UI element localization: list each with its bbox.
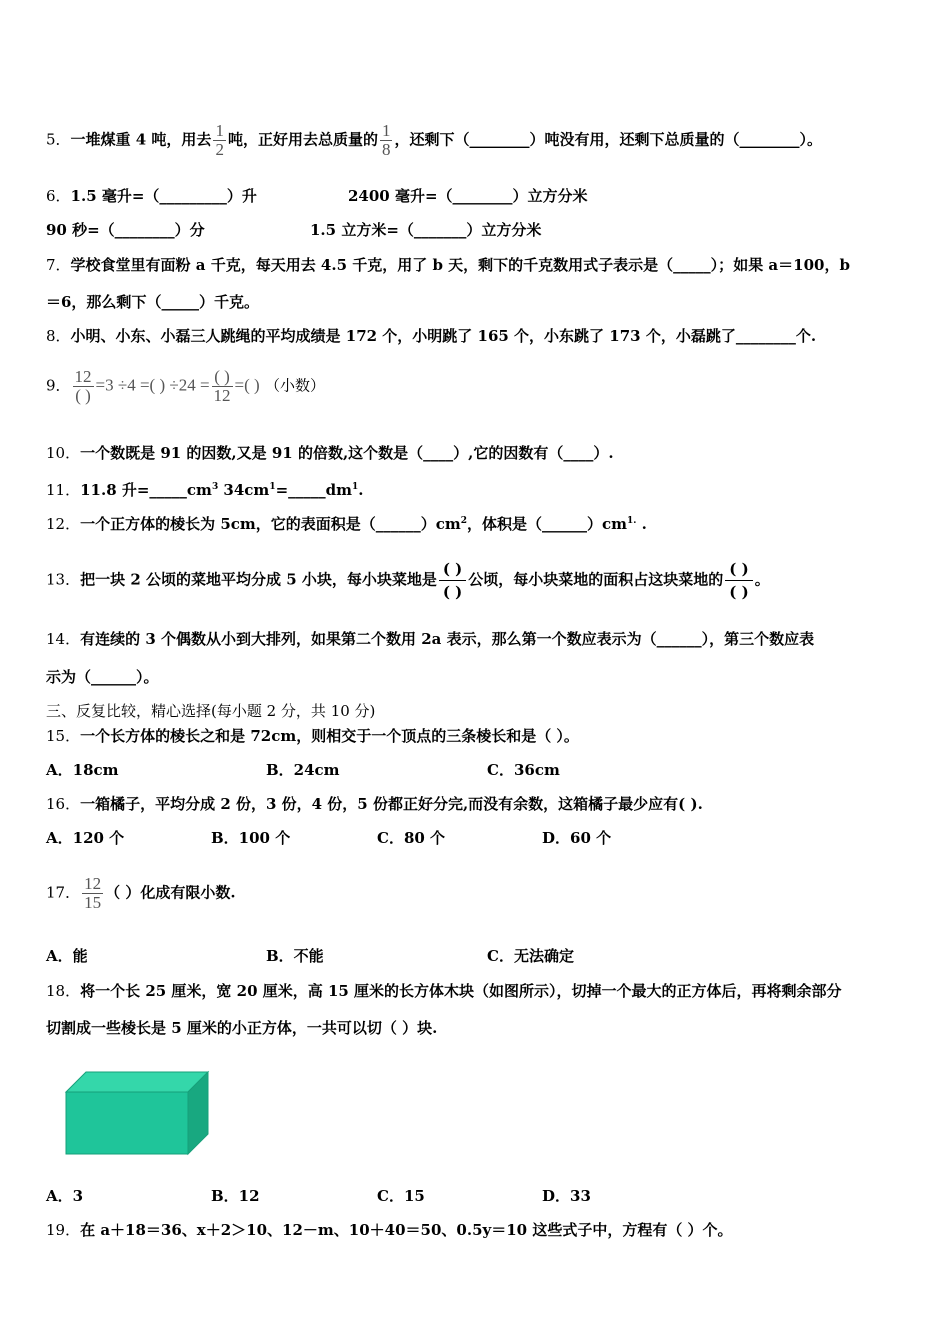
option-a[interactable]: A．120 个 (46, 829, 125, 847)
question-10 (46, 443, 910, 463)
blank-1-5ml: 1.5 毫升=（_________）升 (70, 187, 257, 205)
question-text: （ ）化成有限小数. (105, 883, 236, 902)
question-text: 有连续的 3 个偶数从小到大排列，如果第二个数用 2a 表示，那么第一个数应表示为（______），第三个数应表 (80, 630, 815, 648)
superscript: 2 (460, 516, 468, 526)
cuboid-front-face (66, 1092, 188, 1154)
question-text: 11.8 升=_____cm (80, 481, 212, 499)
question-text: 一堆煤重 4 吨，用去 (70, 130, 212, 149)
option-b[interactable]: B．24cm (266, 761, 340, 779)
denominator: 15 (84, 893, 102, 912)
question-text: 吨，正好用去总质量的 (227, 130, 378, 149)
fraction-one-half (213, 122, 226, 159)
blank-90s: 90 秒=（________）分 (46, 221, 205, 239)
question-13 (46, 558, 910, 603)
superscript: 1 (352, 482, 359, 492)
superscript: 3 (211, 482, 219, 492)
question-number: 8． (46, 327, 71, 345)
question-number: 17． (46, 883, 81, 902)
question-6 (46, 186, 910, 206)
question-text: 公顷，每小块菜地的面积占这块菜地的 (468, 570, 724, 589)
question-16 (46, 794, 910, 814)
question-text: 在 a＋18＝36、x＋2＞10、12－m、10＋40＝50、0.5y＝10 这些式子中，方程有（ ）个。 (80, 1221, 733, 1239)
numerator: 1 (381, 121, 391, 140)
question-text: ，体积是（______）cm (467, 515, 628, 533)
question-text: 示为（______）。 (46, 668, 159, 686)
denominator: ( ) (73, 386, 94, 405)
fraction-one-eighth (380, 122, 393, 159)
question-19 (46, 1220, 910, 1240)
question-18 (46, 981, 910, 1001)
question-text: 34cm (218, 481, 270, 499)
option-d[interactable]: D．33 (542, 1187, 591, 1205)
question-text: ＝6，那么剩下（_____）千克。 (46, 293, 259, 311)
question-text: 一箱橘子，平均分成 2 份，3 份，4 份，5 份都正好分完,而没有余数，这箱橘子最少应有( ). (80, 795, 703, 813)
denominator: 8 (381, 140, 391, 159)
denominator: ( ) (725, 580, 752, 603)
question-12 (46, 511, 910, 534)
question-18-row-2 (46, 1018, 910, 1038)
blank-2400ml: 2400 毫升=（________）立方分米 (348, 187, 588, 205)
denominator: 12 (213, 386, 231, 405)
question-text: . (358, 481, 364, 499)
numerator: ( ) (729, 560, 749, 578)
question-9 (46, 368, 910, 405)
option-a[interactable]: A．18cm (46, 761, 119, 779)
question-number: 16． (46, 795, 81, 813)
option-b[interactable]: B．100 个 (211, 829, 291, 847)
question-text: 将一个长 25 厘米，宽 20 厘米，高 15 厘米的长方体木块（如图所示），切掉一个最大的正方体后，再将剩余部分 (80, 982, 842, 1000)
option-b[interactable]: B．不能 (266, 947, 324, 965)
question-number: 5． (46, 130, 71, 149)
question-6-row-2 (46, 220, 910, 240)
option-c[interactable]: C．15 (377, 1187, 425, 1205)
question-number: 14． (46, 630, 81, 648)
fraction-12-over-blank (73, 368, 94, 405)
hint-text: （小数） (264, 376, 325, 395)
question-14-row-2 (46, 667, 910, 687)
denominator: ( ) (439, 580, 466, 603)
option-d[interactable]: D．60 个 (542, 829, 612, 847)
superscript: 1. (627, 516, 637, 526)
fraction-blank (439, 558, 466, 603)
question-text: 一个长方体的棱长之和是 72cm，则相交于一个顶点的三条棱长和是（ ）。 (80, 727, 579, 745)
question-8 (46, 326, 910, 346)
superscript: 1 (269, 482, 276, 492)
cuboid-figure (64, 1070, 212, 1158)
cuboid-top-face (66, 1072, 208, 1092)
question-number: 7． (46, 256, 71, 274)
question-text: 小明、小东、小磊三人跳绳的平均成绩是 172 个，小明跳了 165 个，小东跳了 173 个，小磊跳了________个. (70, 327, 817, 345)
question-number: 15． (46, 727, 81, 745)
question-number: 13． (46, 570, 81, 589)
question-number: 11． (46, 481, 81, 499)
numerator: 1 (215, 121, 224, 140)
numerator: ( ) (442, 560, 463, 578)
question-text: =_____dm (275, 481, 353, 499)
question-text: . (636, 515, 647, 533)
question-14 (46, 629, 910, 649)
fraction-blank (725, 558, 752, 603)
section-title: 三、反复比较，精心选择(每小题 2 分，共 10 分) (46, 702, 376, 720)
question-text: ，还剩下（________）吨没有用，还剩下总质量的（________）。 (394, 130, 822, 149)
equation: =3 ÷4 =( ) ÷24 = (95, 375, 210, 395)
equation: =( ) (234, 375, 260, 395)
question-number: 12． (46, 515, 81, 533)
question-7 (46, 255, 910, 275)
blank-1-5m3: 1.5 立方米=（_______）立方分米 (310, 221, 542, 239)
option-c[interactable]: C．36cm (487, 761, 560, 779)
question-text: 把一块 2 公顷的菜地平均分成 5 小块，每小块菜地是 (80, 570, 437, 589)
numerator: 12 (84, 874, 102, 893)
question-text: 一个正方体的棱长为 5cm，它的表面积是（______）cm (80, 515, 461, 533)
question-number: 19． (46, 1221, 81, 1239)
option-c[interactable]: C．无法确定 (487, 947, 574, 965)
question-17 (46, 875, 910, 912)
question-text: 学校食堂里有面粉 a 千克，每天用去 4.5 千克，用了 b 天，剩下的千克数用式子表示是（_____）；如果 a＝100，b (70, 256, 850, 274)
question-number: 9． (46, 376, 71, 395)
fraction-12-over-15 (82, 875, 103, 912)
question-11 (46, 477, 910, 500)
option-b[interactable]: B．12 (211, 1187, 260, 1205)
fraction-blank-over-12 (212, 368, 233, 405)
question-5 (46, 122, 910, 159)
option-c[interactable]: C．80 个 (377, 829, 446, 847)
numerator: 12 (74, 367, 92, 386)
question-text: 。 (754, 570, 770, 589)
question-15 (46, 726, 910, 746)
denominator: 2 (215, 140, 224, 159)
option-a[interactable]: A．3 (46, 1187, 84, 1205)
option-a[interactable]: A．能 (46, 947, 88, 965)
question-number: 6． (46, 187, 71, 205)
numerator: ( ) (214, 367, 230, 386)
question-text: 切割成一些棱长是 5 厘米的小正方体，一共可以切（ ）块. (46, 1019, 438, 1037)
section-heading (46, 701, 910, 721)
question-7-row-2 (46, 292, 910, 312)
question-number: 18． (46, 982, 81, 1000)
question-number: 10． (46, 444, 81, 462)
question-text: 一个数既是 91 的因数,又是 91 的倍数,这个数是（____）,它的因数有（____）. (80, 444, 614, 462)
